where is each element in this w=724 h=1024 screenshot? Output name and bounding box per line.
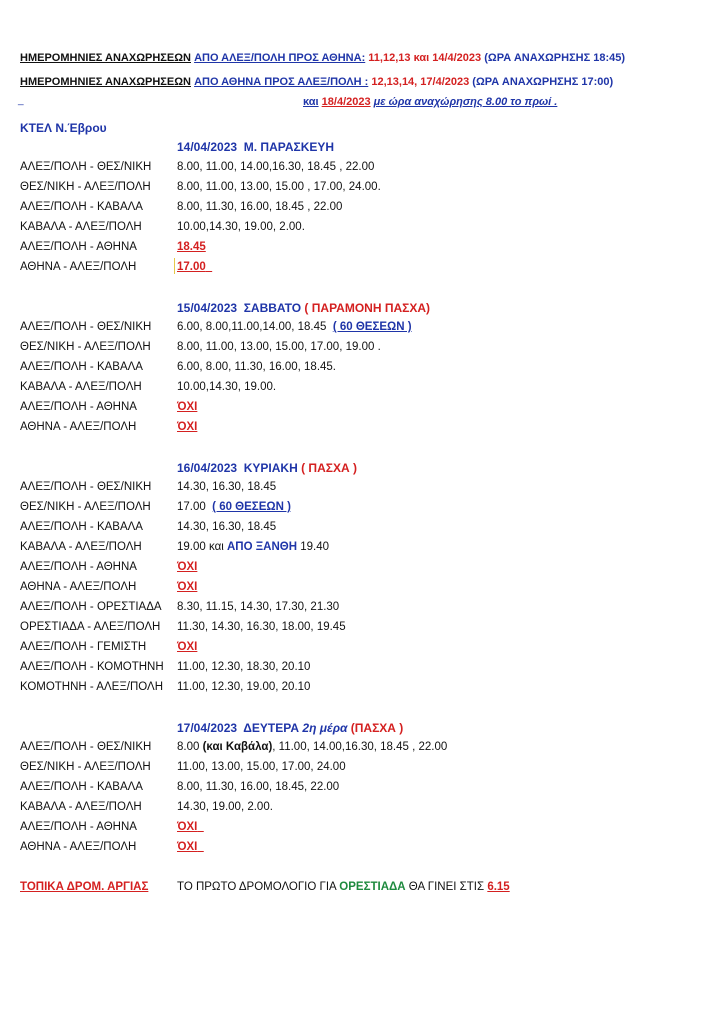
route-times: 8.00, 11.00, 14.00,16.30, 18.45 , 22.00 xyxy=(177,161,375,173)
route-times: 8.00, 11.00, 13.00, 15.00, 17.00, 19.00 . xyxy=(177,341,381,353)
route-label: ΑΛΕΞ/ΠΟΛΗ - ΑΘΗΝΑ xyxy=(20,401,137,413)
footer-text: ΤΟ ΠΡΩΤΟ ΔΡΟΜΟΛΟΓΙΟ ΓΙΑ ΟΡΕΣΤΙΑΔΑ ΘΑ ΓΙΝΕΙ ΣΤΙΣ 6.15 xyxy=(177,881,510,893)
footer-time: 6.15 xyxy=(487,881,510,893)
route-times: 8.00, 11.00, 13.00, 15.00 , 17.00, 24.00. xyxy=(177,181,381,193)
day-date: 14/04/2023 xyxy=(177,140,238,154)
header-label: ΗΜΕΡΟΜΗΝΙΕΣ ΑΝΑΧΩΡΗΣΕΩΝ xyxy=(20,52,191,64)
header-line-3 xyxy=(303,96,557,108)
header-note: με ώρα αναχώρησης 8.00 το πρωί . xyxy=(373,96,558,108)
route-times: 8.30, 11.15, 14.30, 17.30, 21.30 xyxy=(177,601,340,613)
from-label: ΑΠΟ ΞΑΝΘΗ xyxy=(227,541,298,553)
day-header-3 xyxy=(177,461,357,475)
route-highlight: ΌΧΙ xyxy=(177,561,198,573)
route-times: 8.00 (και Καβάλα), 11.00, 14.00,16.30, 18.45 , 22.00 xyxy=(177,741,448,753)
route-times: 14.30, 19.00, 2.00. xyxy=(177,801,273,813)
header-mark: _ xyxy=(18,95,24,106)
route-label: ΑΛΕΞ/ΠΟΛΗ - ΚΑΒΑΛΑ xyxy=(20,361,143,373)
day-date: 16/04/2023 xyxy=(177,461,238,475)
route-highlight: ΌΧΙ xyxy=(177,581,198,593)
footer-label: ΤΟΠΙΚΑ ΔΡΟΜ. ΑΡΓΙΑΣ xyxy=(20,881,149,893)
header-direction: ΑΠΟ ΑΛΕΞ/ΠΟΛΗ ΠΡΟΣ ΑΘΗΝΑ: xyxy=(194,52,366,64)
route-times: 14.30, 16.30, 18.45 xyxy=(177,521,277,533)
route-label: ΑΛΕΞ/ΠΟΛΗ - ΚΟΜΟΤΗΝΗ xyxy=(20,661,164,673)
route-label: ΑΛΕΞ/ΠΟΛΗ - ΘΕΣ/ΝΙΚΗ xyxy=(20,741,152,753)
route-label: ΚΑΒΑΛΑ - ΑΛΕΞ/ΠΟΛΗ xyxy=(20,381,142,393)
route-label: ΑΛΕΞ/ΠΟΛΗ - ΘΕΣ/ΝΙΚΗ xyxy=(20,161,152,173)
day-header-4 xyxy=(177,721,403,735)
route-label: ΑΘΗΝΑ - ΑΛΕΞ/ΠΟΛΗ xyxy=(20,261,137,273)
route-label: ΑΘΗΝΑ - ΑΛΕΞ/ΠΟΛΗ xyxy=(20,581,137,593)
route-label: ΑΛΕΞ/ΠΟΛΗ - ΚΑΒΑΛΑ xyxy=(20,781,143,793)
route-label: ΑΛΕΞ/ΠΟΛΗ - ΟΡΕΣΤΙΑΔΑ xyxy=(20,601,162,613)
day-date: 17/04/2023 xyxy=(177,721,238,735)
route-highlight: ΌΧΙ xyxy=(177,421,198,433)
route-times: 11.00, 12.30, 19.00, 20.10 xyxy=(177,681,311,693)
text-cursor xyxy=(174,258,175,274)
day-name: ΣΑΒΒΑΤΟ xyxy=(243,301,302,315)
route-times: 14.30, 16.30, 18.45 xyxy=(177,481,277,493)
header-date: 18/4/2023 xyxy=(321,96,371,108)
route-label: ΑΛΕΞ/ΠΟΛΗ - ΑΘΗΝΑ xyxy=(20,821,137,833)
header-time-note: (ΩΡΑ ΑΝΑΧΩΡΗΣΗΣ 17:00) xyxy=(472,76,614,88)
route-label: ΑΛΕΞ/ΠΟΛΗ - ΚΑΒΑΛΑ xyxy=(20,201,143,213)
day-name: Μ. ΠΑΡΑΣΚΕΥΗ xyxy=(243,140,335,154)
route-label: ΘΕΣ/ΝΙΚΗ - ΑΛΕΞ/ΠΟΛΗ xyxy=(20,761,151,773)
route-label: ΘΕΣ/ΝΙΚΗ - ΑΛΕΞ/ΠΟΛΗ xyxy=(20,501,151,513)
route-times: 6.00, 8.00, 11.30, 16.00, 18.45. xyxy=(177,361,337,373)
route-label: ΘΕΣ/ΝΙΚΗ - ΑΛΕΞ/ΠΟΛΗ xyxy=(20,341,151,353)
day-header-2 xyxy=(177,301,430,315)
route-highlight: 18.45 xyxy=(177,241,206,253)
route-times: 8.00, 11.30, 16.00, 18.45 , 22.00 xyxy=(177,201,343,213)
route-times: 6.00, 8.00,11.00,14.00, 18.45 ( 60 ΘΕΣΕΩΝ ) xyxy=(177,321,412,333)
route-label: ΚΑΒΑΛΑ - ΑΛΕΞ/ΠΟΛΗ xyxy=(20,801,142,813)
header-label: ΗΜΕΡΟΜΗΝΙΕΣ ΑΝΑΧΩΡΗΣΕΩΝ xyxy=(20,76,191,88)
capacity-note: ( 60 ΘΕΣΕΩΝ ) xyxy=(332,321,412,333)
day-date: 15/04/2023 xyxy=(177,301,238,315)
route-label: ΑΛΕΞ/ΠΟΛΗ - ΑΘΗΝΑ xyxy=(20,241,137,253)
day-name: ΚΥΡΙΑΚΗ xyxy=(243,461,298,475)
day-name: ΔΕΥΤΕΡΑ xyxy=(243,721,300,735)
route-label: ΑΘΗΝΑ - ΑΛΕΞ/ΠΟΛΗ xyxy=(20,421,137,433)
day-note: ( ΠΑΡΑΜΟΝΗ ΠΑΣΧΑ) xyxy=(304,301,431,315)
header-line-2 xyxy=(20,76,613,88)
route-highlight: 17.00 xyxy=(177,261,206,273)
route-label: ΚΑΒΑΛΑ - ΑΛΕΞ/ΠΟΛΗ xyxy=(20,541,142,553)
route-times: 19.00 και ΑΠΟ ΞΑΝΘΗ 19.40 xyxy=(177,541,329,553)
route-times: 11.00, 13.00, 15.00, 17.00, 24.00 xyxy=(177,761,346,773)
route-label: ΑΛΕΞ/ΠΟΛΗ - ΚΑΒΑΛΑ xyxy=(20,521,143,533)
route-label: ΑΛΕΞ/ΠΟΛΗ - ΘΕΣ/ΝΙΚΗ xyxy=(20,321,152,333)
day-note: (ΠΑΣΧΑ ) xyxy=(350,721,404,735)
route-times: 10.00,14.30, 19.00. xyxy=(177,381,277,393)
day-header-1 xyxy=(177,140,334,154)
route-times: 11.30, 14.30, 16.30, 18.00, 19.45 xyxy=(177,621,346,633)
route-highlight: ΌΧΙ xyxy=(177,401,198,413)
route-highlight: ΌΧΙ xyxy=(177,641,198,653)
route-label: ΑΛΕΞ/ΠΟΛΗ - ΓΕΜΙΣΤΗ xyxy=(20,641,147,653)
route-label: ΟΡΕΣΤΙΑΔΑ - ΑΛΕΞ/ΠΟΛΗ xyxy=(20,621,161,633)
route-times: 8.00, 11.30, 16.00, 18.45, 22.00 xyxy=(177,781,340,793)
footer-destination: ΟΡΕΣΤΙΑΔΑ xyxy=(339,881,406,893)
route-times: 11.00, 12.30, 18.30, 20.10 xyxy=(177,661,311,673)
route-label: ΘΕΣ/ΝΙΚΗ - ΑΛΕΞ/ΠΟΛΗ xyxy=(20,181,151,193)
route-label: ΚΑΒΑΛΑ - ΑΛΕΞ/ΠΟΛΗ xyxy=(20,221,142,233)
route-label: ΑΛΕΞ/ΠΟΛΗ - ΘΕΣ/ΝΙΚΗ xyxy=(20,481,152,493)
route-times: 17.00 ( 60 ΘΕΣΕΩΝ ) xyxy=(177,501,291,513)
route-label: ΑΘΗΝΑ - ΑΛΕΞ/ΠΟΛΗ xyxy=(20,841,137,853)
header-time-note: (ΩΡΑ ΑΝΑΧΩΡΗΣΗΣ 18:45) xyxy=(484,52,626,64)
day-note: ( ΠΑΣΧΑ ) xyxy=(301,461,357,475)
route-highlight: ΌΧΙ xyxy=(177,821,198,833)
capacity-note: ( 60 ΘΕΣΕΩΝ ) xyxy=(212,501,291,513)
header-dates: 12,13,14, 17/4/2023 xyxy=(371,76,470,88)
day-suffix: 2η μέρα xyxy=(302,721,348,735)
org-name: ΚΤΕΛ Ν.Έβρου xyxy=(20,121,107,135)
route-times: 10.00,14.30, 19.00, 2.00. xyxy=(177,221,305,233)
header-and: και xyxy=(303,96,319,108)
route-highlight: ΌΧΙ xyxy=(177,841,198,853)
header-line-1 xyxy=(20,52,625,64)
header-dates: 11,12,13 και 14/4/2023 xyxy=(368,52,482,64)
route-label: ΚΟΜΟΤΗΝΗ - ΑΛΕΞ/ΠΟΛΗ xyxy=(20,681,164,693)
times-bold-note: (και Καβάλα) xyxy=(202,741,273,753)
route-label: ΑΛΕΞ/ΠΟΛΗ - ΑΘΗΝΑ xyxy=(20,561,137,573)
header-direction: ΑΠΟ ΑΘΗΝΑ ΠΡΟΣ ΑΛΕΞ/ΠΟΛΗ : xyxy=(194,76,369,88)
